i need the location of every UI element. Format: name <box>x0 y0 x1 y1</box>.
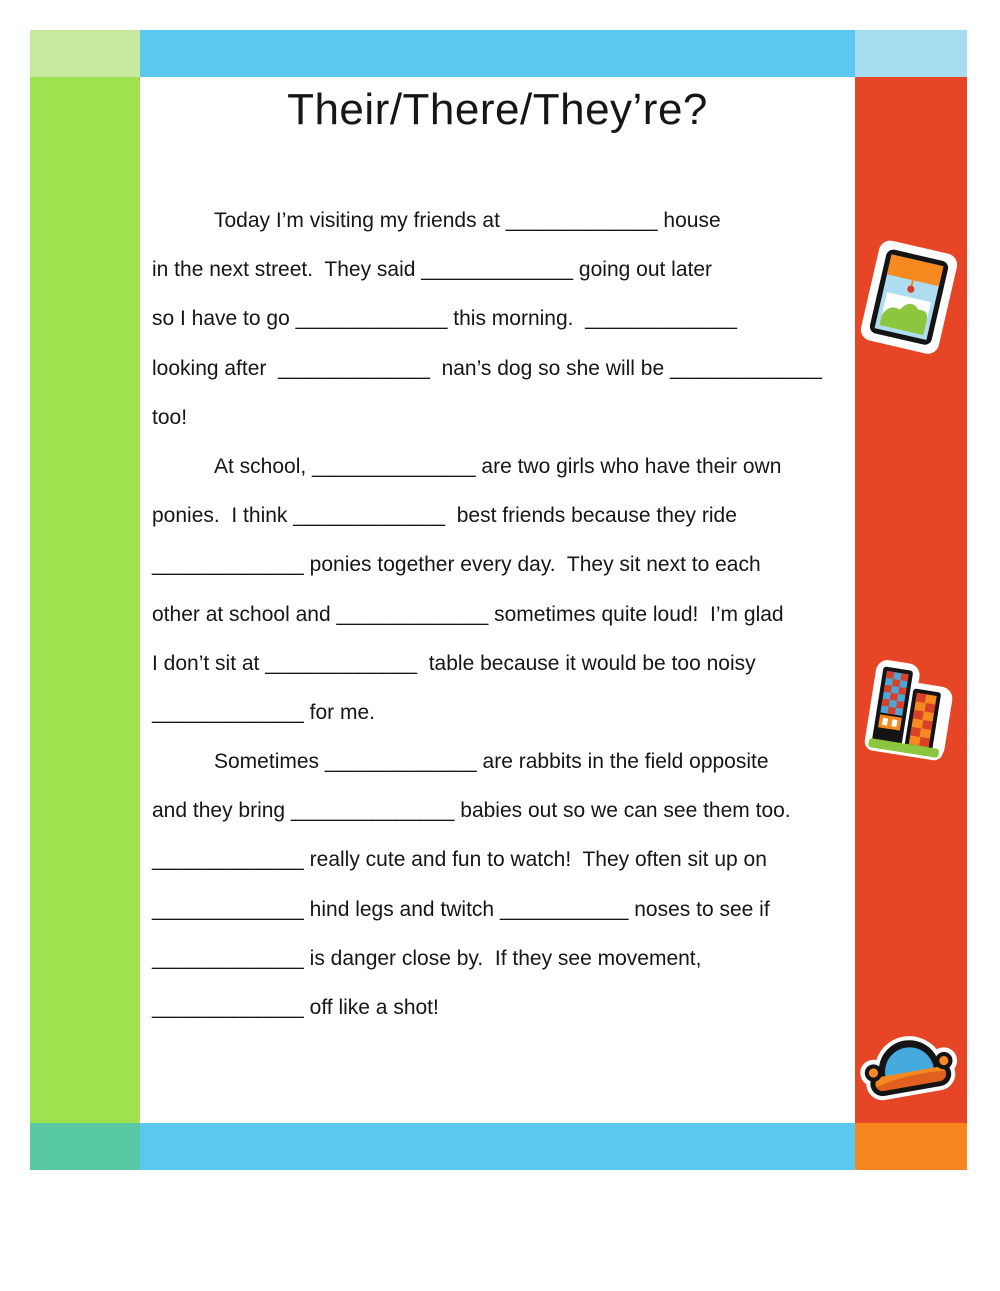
worksheet-text <box>152 196 849 1032</box>
worksheet-line: At school, ______________ are two girls who have their own <box>214 454 782 478</box>
page-title: Their/There/They’re? <box>287 85 708 134</box>
buildings-icon <box>861 658 959 764</box>
couch-sticker <box>854 1020 965 1117</box>
frame-corner-bottom-left <box>30 1123 140 1170</box>
worksheet-line: Sometimes _____________ are rabbits in the field opposite <box>214 750 769 774</box>
frame-corner-top-left <box>30 30 140 77</box>
worksheet-line: so I have to go _____________ this morning. _____________ <box>152 307 737 331</box>
frame-top-bar <box>140 30 855 77</box>
frame-corner-top-right <box>855 30 967 77</box>
frame-right-bar <box>855 77 967 1123</box>
worksheet-line: ponies. I think _____________ best friends because they ride <box>152 504 737 528</box>
worksheet-line: _____________ off like a shot! <box>152 996 439 1019</box>
worksheet-line: _____________ really cute and fun to watch! They often sit up on <box>152 848 767 872</box>
frame-bottom-bar <box>140 1123 855 1170</box>
worksheet-line: Today I’m visiting my friends at _____________ house <box>214 209 721 232</box>
worksheet-line: _____________ is danger close by. If they see movement, <box>152 946 702 970</box>
worksheet-line: _____________ hind legs and twitch ___________ noses to see if <box>152 897 770 921</box>
worksheet-line: too! <box>152 405 188 429</box>
worksheet-line: in the next street. They said _____________ going out later <box>152 258 713 282</box>
worksheet-line: and they bring ______________ babies out so we can see them too. <box>152 799 791 823</box>
worksheet-line: other at school and _____________ sometimes quite loud! I’m glad <box>152 602 784 626</box>
buildings-sticker <box>861 658 959 764</box>
worksheet-line: I don’t sit at _____________ table because it would be too noisy <box>152 651 756 675</box>
frame-corner-bottom-right <box>855 1123 967 1170</box>
worksheet-line: looking after _____________ nan’s dog so she will be _____________ <box>152 356 822 380</box>
worksheet-content <box>140 77 855 1123</box>
frame-left-bar <box>30 77 140 1123</box>
couch-icon <box>854 1020 965 1117</box>
worksheet-line: _____________ ponies together every day. They sit next to each <box>152 553 761 577</box>
worksheet-line: _____________ for me. <box>152 700 376 724</box>
